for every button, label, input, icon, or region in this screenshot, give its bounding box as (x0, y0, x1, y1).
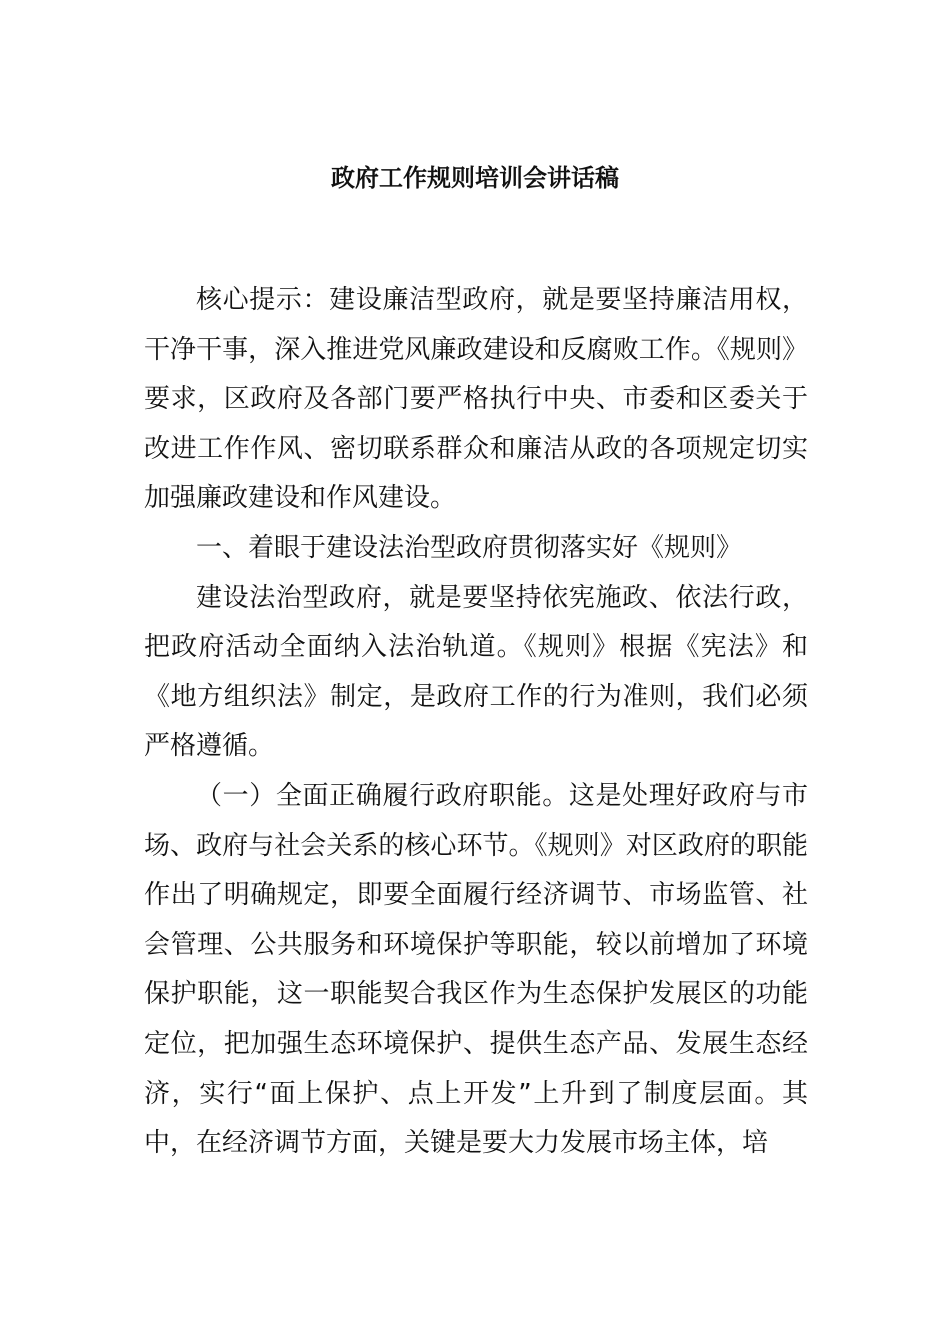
section-heading-1: 一、着眼于建设法治型政府贯彻落实好《规则》 (196, 532, 743, 563)
paragraph-rule-of-law: 建设法治型政府，就是要坚持依宪施政、依法行政，把政府活动全面纳入法治轨道。《规则》根据《宪法》和《地方组织法》制定，是政府工作的行为准则，我们必须严格遵循。 (144, 582, 808, 762)
paragraph-core-summary: 核心提示：建设廉洁型政府，就是要坚持廉洁用权，干净干事，深入推进党风廉政建设和反腐败工作。《规则》要求，区政府及各部门要严格执行中央、市委和区委关于改进工作作风、密切联系群众和廉洁从政的各项规定切实加强廉政建设和作风建设。 (144, 285, 808, 514)
document-body (144, 276, 808, 1169)
paragraph-government-functions: （一）全面正确履行政府职能。这是处理好政府与市场、政府与社会关系的核心环节。《规则》对区政府的职能作出了明确规定，即要全面履行经济调节、市场监管、社会管理、公共服务和环境保护等职能，较以前增加了环境保护职能，这一职能契合我区作为生态保护发展区的功能定位，把加强生态环境保护、提供生态产品、发展生态经济，实行“面上保护、点上开发”上升到了制度层面。其中，在经济调节方面，关键是要大力发展市场主体，培 (144, 780, 808, 1159)
document-title: 政府工作规则培训会讲话稿 (331, 164, 619, 192)
